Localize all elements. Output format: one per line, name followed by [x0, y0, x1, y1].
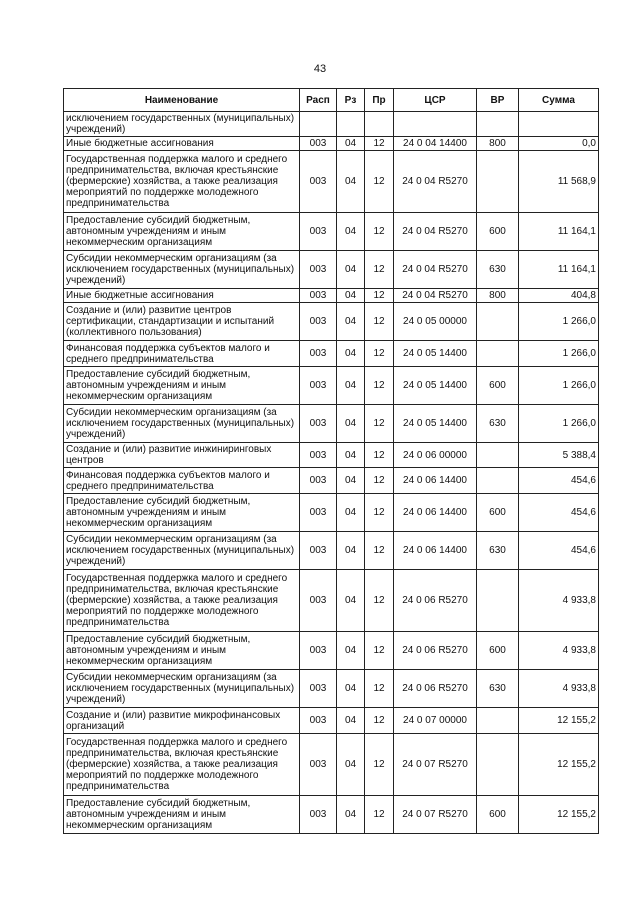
cell-name: Создание и (или) развитие центров сертификации, стандартизации и испытаний (коллективного пользования) — [64, 303, 300, 341]
cell-name: исключением государственных (муниципальных) учреждений) — [64, 112, 300, 137]
cell-sum: 11 568,9 — [519, 151, 599, 213]
cell-name: Создание и (или) развитие микрофинансовых организаций — [64, 708, 300, 734]
cell-pr: 12 — [365, 632, 394, 670]
cell-csr: 24 0 05 14400 — [394, 341, 477, 367]
cell-name: Субсидии некоммерческим организациям (за исключением государственных (муниципальных) учреждений) — [64, 405, 300, 443]
cell-rz: 04 — [337, 341, 365, 367]
cell-pr: 12 — [365, 251, 394, 289]
cell-csr: 24 0 04 R5270 — [394, 151, 477, 213]
cell-name: Создание и (или) развитие инжиниринговых центров — [64, 443, 300, 468]
cell-rasp: 003 — [300, 532, 337, 570]
cell-csr: 24 0 04 R5270 — [394, 289, 477, 303]
cell-sum: 1 266,0 — [519, 303, 599, 341]
table-row — [64, 213, 599, 251]
cell-sum: 5 388,4 — [519, 443, 599, 468]
cell-name: Предоставление субсидий бюджетным, автономным учреждениям и иным некоммерческим организациям — [64, 367, 300, 405]
cell-vr — [477, 151, 519, 213]
cell-name: Субсидии некоммерческим организациям (за исключением государственных (муниципальных) учреждений) — [64, 251, 300, 289]
cell-vr: 800 — [477, 289, 519, 303]
table-row — [64, 468, 599, 494]
table-row — [64, 532, 599, 570]
cell-name: Государственная поддержка малого и среднего предпринимательства, включая крестьянские (фермерские) хозяйства, а также реализация мероприятий по поддержке молодежного предпринимательства — [64, 151, 300, 213]
cell-csr: 24 0 06 14400 — [394, 532, 477, 570]
cell-name: Предоставление субсидий бюджетным, автономным учреждениям и иным некоммерческим организациям — [64, 213, 300, 251]
table-row — [64, 670, 599, 708]
cell-vr — [477, 303, 519, 341]
cell-pr: 12 — [365, 796, 394, 834]
cell-rz: 04 — [337, 734, 365, 796]
cell-vr: 630 — [477, 251, 519, 289]
table-row — [64, 367, 599, 405]
table-row — [64, 289, 599, 303]
cell-csr: 24 0 06 R5270 — [394, 670, 477, 708]
cell-sum: 4 933,8 — [519, 670, 599, 708]
cell-sum: 12 155,2 — [519, 708, 599, 734]
page-number: 43 — [313, 63, 327, 75]
cell-name: Субсидии некоммерческим организациям (за исключением государственных (муниципальных) учреждений) — [64, 670, 300, 708]
cell-name: Иные бюджетные ассигнования — [64, 289, 300, 303]
cell-rasp — [300, 112, 337, 137]
cell-pr: 12 — [365, 494, 394, 532]
cell-csr — [394, 112, 477, 137]
cell-name: Государственная поддержка малого и среднего предпринимательства, включая крестьянские (фермерские) хозяйства, а также реализация мероприятий по поддержке молодежного предпринимательства — [64, 570, 300, 632]
table-row — [64, 443, 599, 468]
cell-pr: 12 — [365, 137, 394, 151]
cell-vr: 600 — [477, 494, 519, 532]
cell-sum: 12 155,2 — [519, 734, 599, 796]
header-name: Наименование — [64, 89, 300, 112]
cell-csr: 24 0 07 R5270 — [394, 734, 477, 796]
header-rasp: Расп — [300, 89, 337, 112]
table-body — [64, 112, 599, 834]
table-row — [64, 251, 599, 289]
cell-rasp: 003 — [300, 137, 337, 151]
cell-pr: 12 — [365, 289, 394, 303]
cell-rasp: 003 — [300, 341, 337, 367]
table-row — [64, 734, 599, 796]
cell-rz: 04 — [337, 632, 365, 670]
cell-sum: 4 933,8 — [519, 632, 599, 670]
cell-rz: 04 — [337, 251, 365, 289]
cell-vr: 600 — [477, 213, 519, 251]
cell-vr: 630 — [477, 670, 519, 708]
cell-csr: 24 0 06 00000 — [394, 443, 477, 468]
cell-vr — [477, 468, 519, 494]
cell-pr: 12 — [365, 213, 394, 251]
table-row — [64, 796, 599, 834]
table-row — [64, 570, 599, 632]
cell-sum: 4 933,8 — [519, 570, 599, 632]
cell-sum: 454,6 — [519, 468, 599, 494]
cell-sum: 11 164,1 — [519, 213, 599, 251]
cell-pr: 12 — [365, 532, 394, 570]
cell-sum: 1 266,0 — [519, 367, 599, 405]
cell-pr: 12 — [365, 303, 394, 341]
cell-sum: 12 155,2 — [519, 796, 599, 834]
cell-sum: 454,6 — [519, 532, 599, 570]
cell-vr — [477, 734, 519, 796]
cell-name: Государственная поддержка малого и среднего предпринимательства, включая крестьянские (фермерские) хозяйства, а также реализация мероприятий по поддержке молодежного предпринимательства — [64, 734, 300, 796]
cell-pr: 12 — [365, 734, 394, 796]
cell-rasp: 003 — [300, 303, 337, 341]
cell-vr — [477, 443, 519, 468]
table-row — [64, 151, 599, 213]
cell-csr: 24 0 04 14400 — [394, 137, 477, 151]
cell-rz: 04 — [337, 151, 365, 213]
cell-name: Финансовая поддержка субъектов малого и среднего предпринимательства — [64, 468, 300, 494]
cell-pr: 12 — [365, 468, 394, 494]
cell-rasp: 003 — [300, 468, 337, 494]
cell-rasp: 003 — [300, 708, 337, 734]
table-row — [64, 494, 599, 532]
cell-vr — [477, 708, 519, 734]
cell-rasp: 003 — [300, 289, 337, 303]
cell-rz: 04 — [337, 137, 365, 151]
cell-pr — [365, 112, 394, 137]
cell-name: Иные бюджетные ассигнования — [64, 137, 300, 151]
cell-vr: 600 — [477, 632, 519, 670]
cell-csr: 24 0 04 R5270 — [394, 213, 477, 251]
cell-name: Финансовая поддержка субъектов малого и среднего предпринимательства — [64, 341, 300, 367]
cell-pr: 12 — [365, 443, 394, 468]
table-row — [64, 632, 599, 670]
cell-vr: 600 — [477, 796, 519, 834]
cell-pr: 12 — [365, 570, 394, 632]
cell-vr — [477, 570, 519, 632]
table-row — [64, 112, 599, 137]
cell-pr: 12 — [365, 151, 394, 213]
cell-rz: 04 — [337, 289, 365, 303]
cell-rz: 04 — [337, 367, 365, 405]
cell-rz: 04 — [337, 494, 365, 532]
budget-table — [63, 88, 599, 834]
cell-rasp: 003 — [300, 670, 337, 708]
cell-csr: 24 0 05 14400 — [394, 367, 477, 405]
cell-sum: 11 164,1 — [519, 251, 599, 289]
cell-rasp: 003 — [300, 443, 337, 468]
cell-pr: 12 — [365, 708, 394, 734]
cell-rz: 04 — [337, 708, 365, 734]
cell-vr: 630 — [477, 405, 519, 443]
cell-rz: 04 — [337, 796, 365, 834]
cell-csr: 24 0 06 R5270 — [394, 570, 477, 632]
table-row — [64, 341, 599, 367]
cell-rasp: 003 — [300, 405, 337, 443]
cell-vr: 630 — [477, 532, 519, 570]
cell-rz: 04 — [337, 443, 365, 468]
cell-csr: 24 0 06 14400 — [394, 468, 477, 494]
cell-rasp: 003 — [300, 151, 337, 213]
header-sum: Сумма — [519, 89, 599, 112]
cell-sum — [519, 112, 599, 137]
header-pr: Пр — [365, 89, 394, 112]
cell-sum: 454,6 — [519, 494, 599, 532]
cell-name: Предоставление субсидий бюджетным, автономным учреждениям и иным некоммерческим организациям — [64, 494, 300, 532]
cell-name: Предоставление субсидий бюджетным, автономным учреждениям и иным некоммерческим организациям — [64, 796, 300, 834]
header-rz: Рз — [337, 89, 365, 112]
table-row — [64, 708, 599, 734]
cell-rz — [337, 112, 365, 137]
header-csr: ЦСР — [394, 89, 477, 112]
table-row — [64, 137, 599, 151]
cell-sum: 0,0 — [519, 137, 599, 151]
cell-rasp: 003 — [300, 213, 337, 251]
table-header-row — [64, 89, 599, 112]
cell-rasp: 003 — [300, 367, 337, 405]
cell-rz: 04 — [337, 405, 365, 443]
cell-rz: 04 — [337, 670, 365, 708]
cell-pr: 12 — [365, 670, 394, 708]
cell-csr: 24 0 07 00000 — [394, 708, 477, 734]
cell-csr: 24 0 04 R5270 — [394, 251, 477, 289]
cell-sum: 1 266,0 — [519, 405, 599, 443]
cell-rz: 04 — [337, 468, 365, 494]
table-row — [64, 303, 599, 341]
cell-name: Субсидии некоммерческим организациям (за исключением государственных (муниципальных) учреждений) — [64, 532, 300, 570]
cell-rz: 04 — [337, 213, 365, 251]
cell-csr: 24 0 05 00000 — [394, 303, 477, 341]
cell-vr — [477, 112, 519, 137]
cell-csr: 24 0 07 R5270 — [394, 796, 477, 834]
cell-vr: 600 — [477, 367, 519, 405]
cell-rasp: 003 — [300, 570, 337, 632]
cell-rasp: 003 — [300, 734, 337, 796]
cell-sum: 1 266,0 — [519, 341, 599, 367]
cell-csr: 24 0 06 R5270 — [394, 632, 477, 670]
cell-rz: 04 — [337, 532, 365, 570]
cell-rz: 04 — [337, 303, 365, 341]
cell-sum: 404,8 — [519, 289, 599, 303]
cell-vr — [477, 341, 519, 367]
cell-rz: 04 — [337, 570, 365, 632]
cell-rasp: 003 — [300, 494, 337, 532]
cell-pr: 12 — [365, 341, 394, 367]
header-vr: ВР — [477, 89, 519, 112]
cell-vr: 800 — [477, 137, 519, 151]
cell-rasp: 003 — [300, 796, 337, 834]
cell-pr: 12 — [365, 405, 394, 443]
cell-name: Предоставление субсидий бюджетным, автономным учреждениям и иным некоммерческим организациям — [64, 632, 300, 670]
cell-pr: 12 — [365, 367, 394, 405]
cell-csr: 24 0 06 14400 — [394, 494, 477, 532]
cell-csr: 24 0 05 14400 — [394, 405, 477, 443]
table-row — [64, 405, 599, 443]
cell-rasp: 003 — [300, 632, 337, 670]
cell-rasp: 003 — [300, 251, 337, 289]
